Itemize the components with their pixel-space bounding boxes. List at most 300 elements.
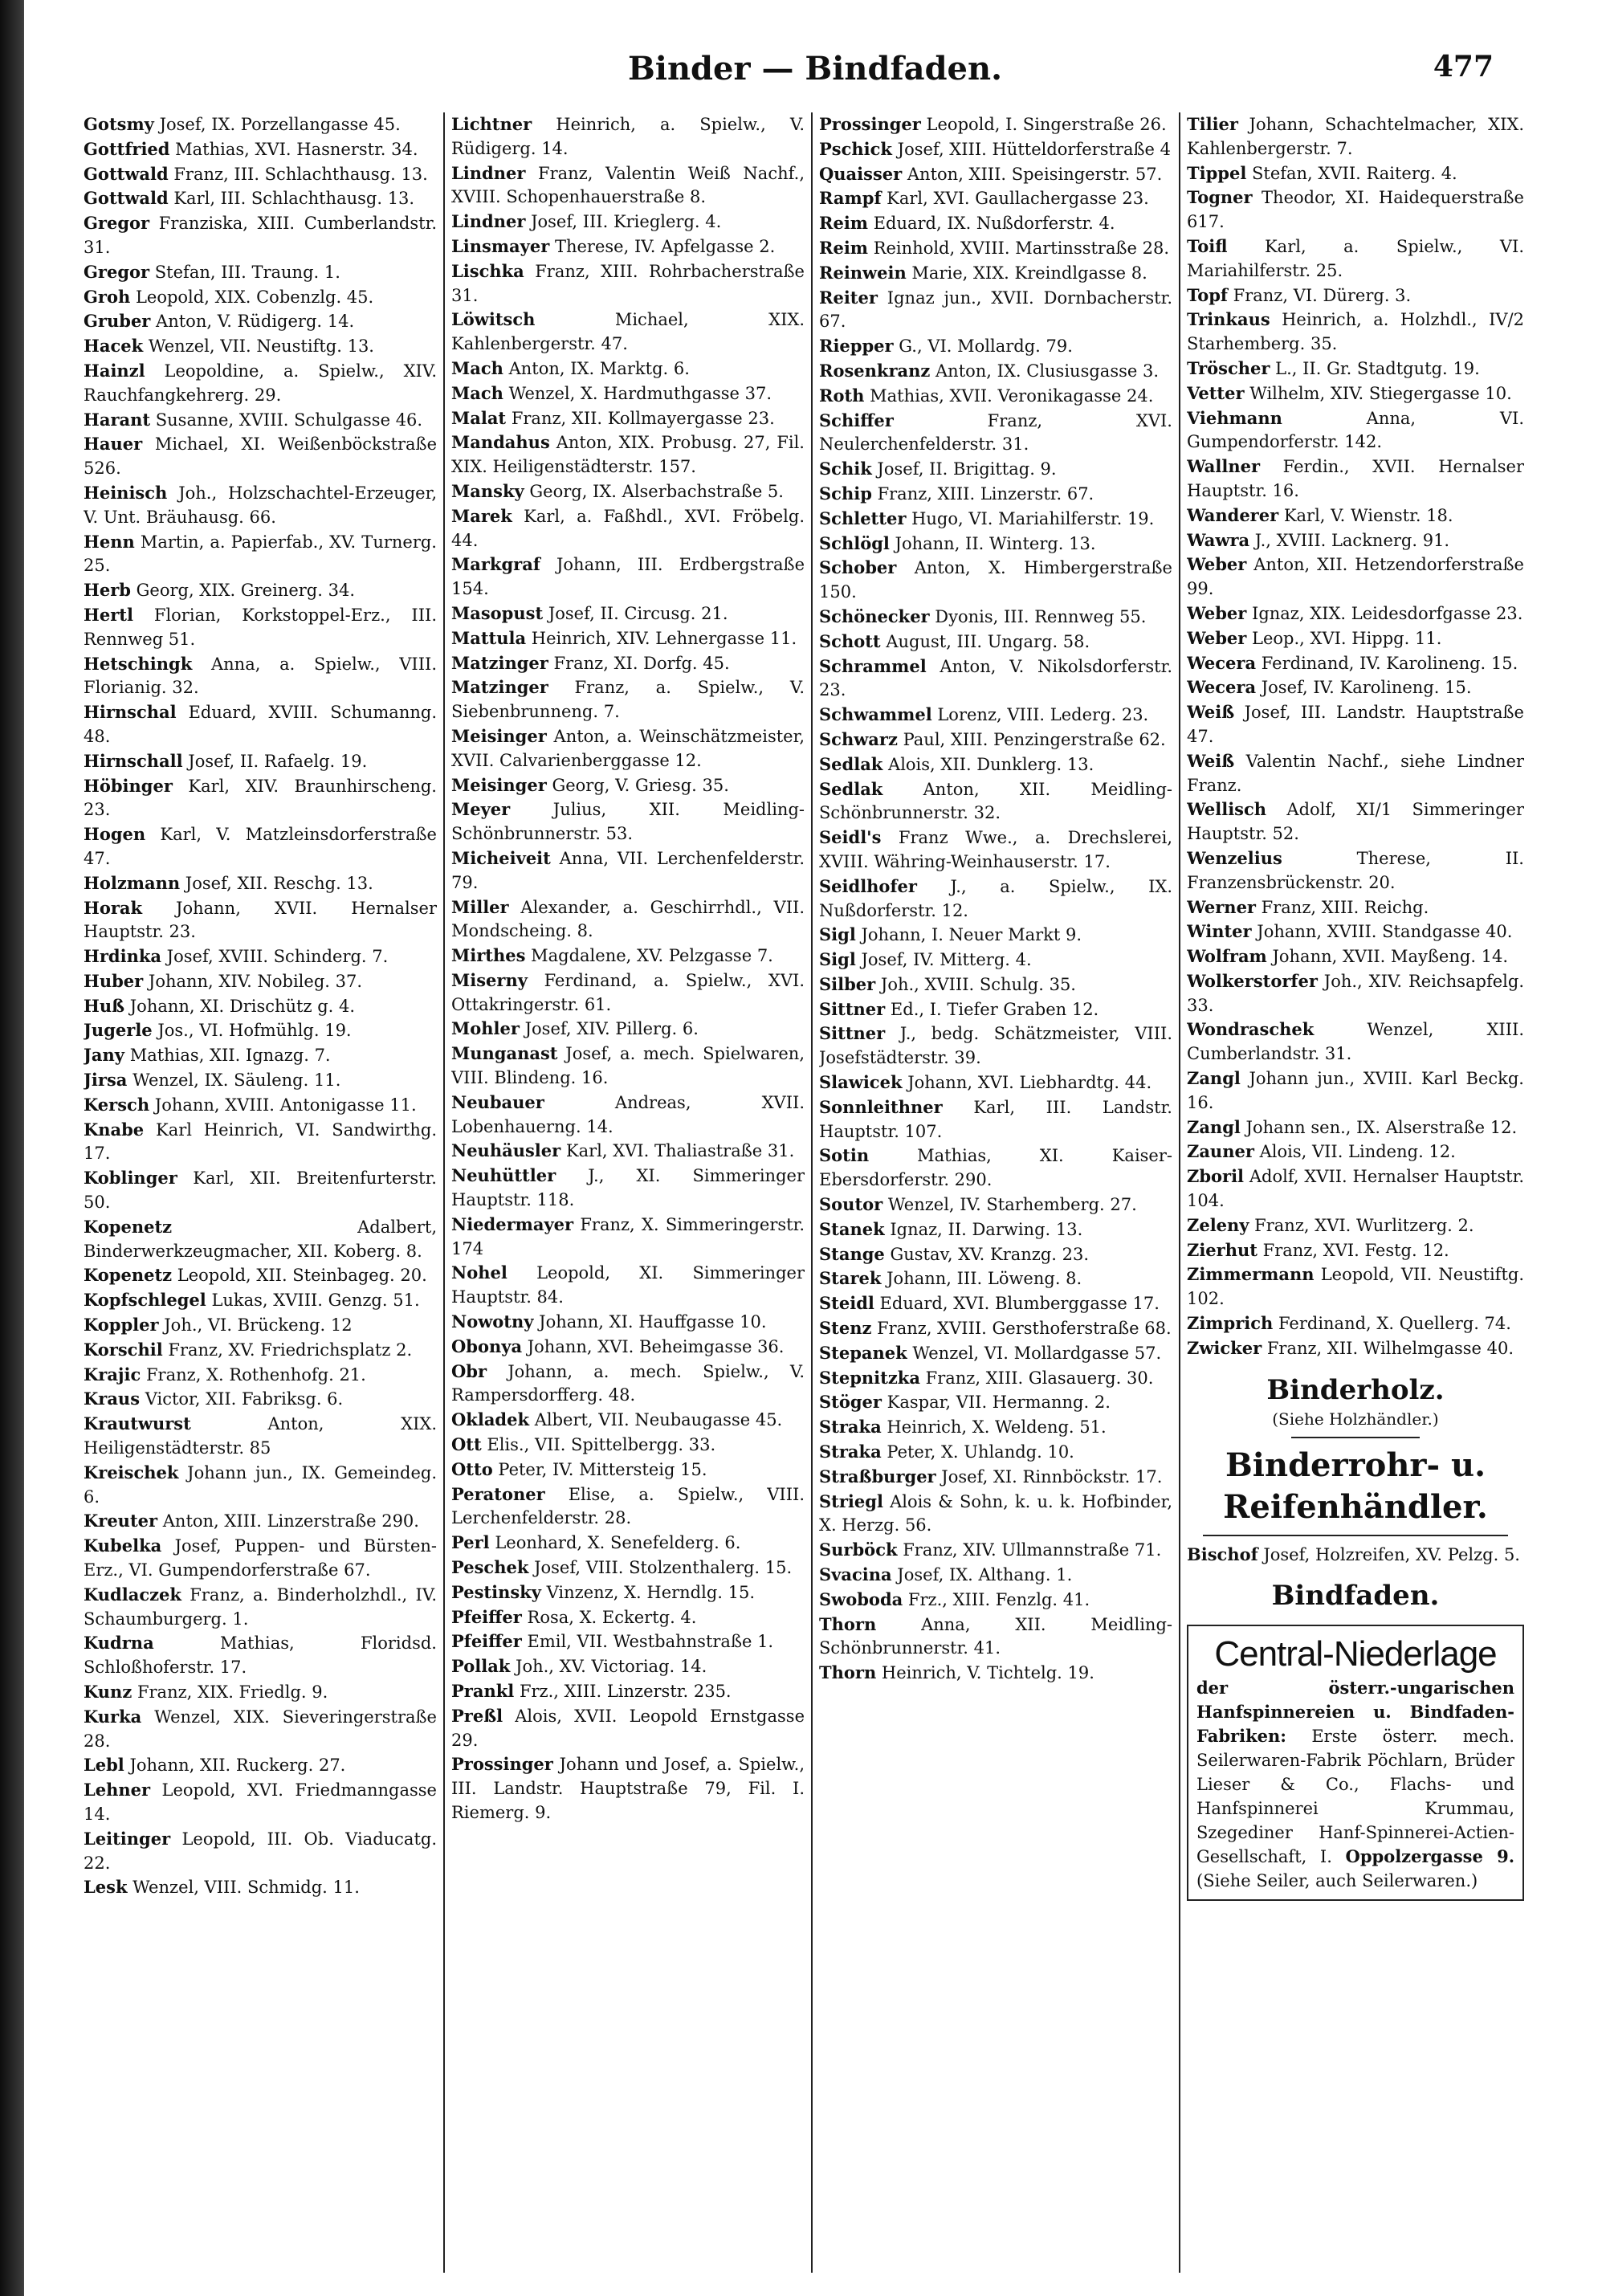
entry-details: Vinzenz, X. Herndlg. 15.	[540, 1582, 756, 1602]
entry-name: Straka	[819, 1442, 882, 1462]
entry-name: Schönecker	[819, 606, 930, 626]
entry-name: Linsmayer	[451, 235, 550, 256]
directory-entry	[819, 507, 1172, 532]
directory-entry	[819, 1242, 1172, 1267]
directory-entry	[819, 777, 1172, 826]
entry-details: Andreas, XVII. Lobenhauerng. 14.	[451, 1092, 805, 1136]
directory-entry	[84, 1875, 437, 1900]
directory-entry	[451, 234, 805, 259]
entry-details: Franz, XVI. Wurlitzerg. 2.	[1249, 1215, 1474, 1235]
entry-name: Jirsa	[84, 1070, 128, 1091]
entry-name: Sedlak	[819, 778, 883, 799]
entry-name: Hogen	[84, 824, 146, 845]
directory-entry	[819, 457, 1172, 482]
directory-entry	[1187, 602, 1524, 626]
directory-entry	[819, 1266, 1172, 1291]
entry-details: Josef, XI. Rinnböckstr. 17.	[935, 1466, 1163, 1486]
entry-name: Weber	[1187, 602, 1247, 623]
entry-details: Johann, XVIII. Standgasse 40.	[1251, 922, 1513, 942]
directory-entry	[451, 430, 805, 479]
entry-details: Frz., XIII. Linzerstr. 235.	[514, 1682, 732, 1701]
directory-entry	[819, 112, 1172, 137]
entry-name: Kunz	[84, 1682, 132, 1702]
entry-name: Sigl	[819, 949, 856, 970]
entry-name: Obonya	[451, 1336, 523, 1356]
entry-name: Matzinger	[451, 677, 548, 698]
entry-details: Johann sen., IX. Alserstraße 12.	[1240, 1117, 1518, 1137]
entry-name: Kopenetz	[84, 1265, 173, 1286]
directory-entry	[84, 1363, 437, 1388]
entry-name: Mirthes	[451, 945, 526, 966]
directory-entry	[451, 357, 805, 381]
directory-entry	[819, 261, 1172, 286]
entry-details: Anna, VI. Gumpendorferstr. 142.	[1187, 408, 1524, 452]
entry-details: Stefan, XVII. Raiterg. 4.	[1246, 163, 1457, 183]
directory-entry	[819, 605, 1172, 630]
directory-entry	[451, 1042, 805, 1091]
entry-details: Anna, a. Spielw., VIII. Florianig. 32.	[84, 654, 437, 698]
cross-reference-note: (Siehe Holzhändler.)	[1272, 1409, 1439, 1429]
entry-details: Johann, III. Löweng. 8.	[881, 1269, 1082, 1289]
entry-name: Kraus	[84, 1389, 141, 1409]
entry-details: Wenzel, XIII. Cumberlandstr. 31.	[1187, 1020, 1524, 1064]
entry-details: August, III. Ungarg. 58.	[880, 631, 1090, 651]
directory-entry	[84, 1387, 437, 1412]
entry-name: Gruber	[84, 311, 151, 332]
entry-details: Emil, VII. Westbahnstraße 1.	[521, 1632, 774, 1652]
entry-details: Ferdinand, a. Spielw., XVI. Ottakringerstr. 61.	[451, 970, 805, 1014]
directory-entry	[84, 774, 437, 823]
directory-entry	[84, 652, 437, 701]
entry-details: Josef, III. Landstr. Hauptstraße 47.	[1187, 703, 1524, 746]
ad-address: Oppolzergasse 9.	[1345, 1846, 1514, 1867]
entry-name: Soutor	[819, 1194, 883, 1215]
directory-entry	[84, 603, 437, 652]
directory-entry	[451, 1164, 805, 1213]
entry-details: Wenzel, VII. Neustiftg. 13.	[143, 336, 374, 357]
entry-details: G., VI. Mollardg. 79.	[893, 336, 1073, 357]
directory-entry	[1187, 895, 1524, 920]
entry-details: Karl Heinrich, VI. Sandwirthg. 17.	[84, 1119, 437, 1164]
entry-details: Franz, XVI. Neulerchenfelderstr. 31.	[819, 410, 1172, 455]
entry-name: Straka	[819, 1417, 882, 1438]
entry-details: Florian, Korkstoppel-Erz., III. Rennweg 51.	[84, 605, 437, 649]
entry-name: Zangl	[1187, 1116, 1241, 1137]
directory-entry	[819, 211, 1172, 236]
directory-entry	[819, 703, 1172, 728]
entry-name: Kurka	[84, 1706, 142, 1727]
entry-details: Johann, I. Neuer Markt 9.	[855, 925, 1082, 945]
entry-name: Trinkaus	[1187, 309, 1270, 330]
directory-entry	[1187, 944, 1524, 969]
entry-details: Johann, XVI. Beheimgasse 36.	[522, 1336, 785, 1356]
entry-name: Neuhäusler	[451, 1140, 561, 1161]
directory-entry	[84, 1093, 437, 1118]
entry-name: Malat	[451, 407, 507, 428]
entry-details: Anton, V. Rüdigerg. 14.	[150, 312, 355, 332]
entry-name: Stange	[819, 1243, 885, 1264]
section-divider	[1291, 1437, 1420, 1438]
directory-entry	[451, 651, 805, 676]
directory-entry	[84, 896, 437, 945]
entry-name: Peratoner	[451, 1483, 545, 1504]
entry-details: Victor, XII. Fabriksg. 6.	[140, 1389, 344, 1409]
entry-details: Magdalene, XV. Pelzgasse 7.	[525, 946, 773, 966]
entry-details: Frz., XIII. Fenzlg. 41.	[903, 1589, 1090, 1609]
directory-entry	[819, 532, 1172, 557]
entry-name: Löwitsch	[451, 309, 536, 330]
entry-name: Höbinger	[84, 775, 173, 796]
entry-name: Surböck	[819, 1540, 898, 1560]
entry-name: Svacina	[819, 1564, 892, 1585]
section-heading-bindfaden: Bindfaden.	[1271, 1580, 1440, 1613]
directory-entry	[451, 1213, 805, 1262]
entry-details: Karl, a. Spielw., VI. Mariahilferstr. 25.	[1187, 236, 1524, 280]
column-divider	[811, 112, 813, 2273]
directory-entry	[451, 675, 805, 724]
directory-entry	[1187, 675, 1524, 700]
directory-entry	[451, 724, 805, 773]
entry-name: Wecera	[1187, 677, 1257, 698]
column-divider	[1179, 112, 1180, 2273]
entry-details: Johann, II. Winterg. 13.	[889, 533, 1096, 553]
directory-entry	[84, 432, 437, 481]
directory-entry	[84, 530, 437, 579]
entry-details: Josef, a. mech. Spielwaren, VIII. Blindeng. 16.	[451, 1044, 805, 1088]
directory-entry	[84, 309, 437, 334]
entry-details: Johann, XIV. Nobileg. 37.	[143, 971, 363, 991]
entry-details: Josef, XIV. Pillerg. 6.	[519, 1019, 699, 1039]
entry-name: Micheiveit	[451, 847, 551, 868]
directory-entry	[451, 1433, 805, 1458]
entry-name: Kubelka	[84, 1535, 162, 1556]
directory-entry	[451, 553, 805, 602]
entry-details: Karl, XVI. Thaliastraße 31.	[560, 1141, 795, 1161]
entry-name: Bischof	[1187, 1544, 1258, 1564]
entry-name: Neuhüttler	[451, 1165, 556, 1186]
directory-entry	[84, 1509, 437, 1534]
entry-details: Leopold, XVI. Friedmanngasse 14.	[84, 1780, 437, 1824]
entry-details: Eduard, XVIII. Schumanng. 48.	[84, 703, 437, 746]
entry-name: Sotin	[819, 1145, 870, 1166]
entry-details: Joh., VI. Brückeng. 12	[158, 1315, 353, 1336]
entry-name: Gregor	[84, 213, 150, 234]
directory-entry	[819, 948, 1172, 973]
entry-name: Silber	[819, 973, 876, 994]
entry-name: Huß	[84, 995, 125, 1016]
entry-details: Josef, VIII. Stolzenthalerg. 15.	[528, 1558, 793, 1578]
entry-name: Quaisser	[819, 163, 903, 184]
entry-details: Franz, XI. Dorfg. 45.	[548, 653, 730, 673]
directory-entry	[1187, 186, 1524, 234]
directory-entry	[451, 1360, 805, 1409]
directory-entry	[819, 1613, 1172, 1662]
entry-name: Zeleny	[1187, 1214, 1249, 1235]
entry-name: Krautwurst	[84, 1413, 191, 1434]
entry-details: Franz, XIX. Friedlg. 9.	[132, 1682, 328, 1702]
entry-name: Wondraschek	[1187, 1019, 1315, 1040]
entry-name: Gottwald	[84, 188, 169, 209]
directory-entry	[819, 1316, 1172, 1341]
entry-details: Ignaz jun., XVII. Dornbacherstr. 67.	[819, 288, 1172, 332]
entry-details: Johann, III. Erdbergstraße 154.	[451, 555, 805, 599]
entry-details: Leopold, XII. Steinbageg. 20.	[172, 1266, 427, 1286]
directory-entry	[819, 1490, 1172, 1539]
entry-details: Franz Wwe., a. Drechslerei, XVIII. Währing-Weinhauserstr. 17.	[819, 828, 1172, 871]
entry-details: Wenzel, IV. Starhemberg. 27.	[882, 1195, 1137, 1215]
directory-entry	[819, 556, 1172, 605]
directory-entry	[451, 406, 805, 431]
directory-entry	[451, 259, 805, 308]
entry-name: Seidlhofer	[819, 875, 917, 896]
directory-entry	[84, 1288, 437, 1313]
directory-entry	[1187, 1543, 1524, 1568]
entry-name: Miserny	[451, 969, 528, 990]
entry-details: Joh., XVIII. Schulg. 35.	[875, 974, 1076, 994]
advertisement-box	[1187, 1625, 1524, 1901]
directory-entry	[819, 1440, 1172, 1465]
entry-details: Franz, X. Rothenhofg. 21.	[141, 1364, 366, 1385]
directory-entry	[1187, 528, 1524, 553]
directory-entry	[84, 1631, 437, 1680]
directory-entry	[451, 479, 805, 504]
entry-name: Wenzelius	[1187, 847, 1282, 868]
entry-name: Leitinger	[84, 1828, 171, 1849]
entry-name: Pestinsky	[451, 1581, 541, 1602]
directory-entry	[819, 1366, 1172, 1391]
entry-name: Schip	[819, 483, 872, 504]
directory-entry	[1187, 969, 1524, 1018]
ad-text: Erste österr. mech. Seilerwaren-Fabrik Pöchlarn, Brüder Lieser & Co., Flachs- und Hanfspinnerei Krummau, Szegediner Hanf-Spinnerei-Actien-Gesellschaft, I.	[1196, 1727, 1514, 1867]
directory-entry	[819, 1217, 1172, 1242]
entry-details: Wenzel, X. Hardmuthgasse 37.	[503, 383, 772, 403]
entry-name: Neubauer	[451, 1091, 544, 1112]
entry-name: Heinisch	[84, 482, 168, 503]
entry-details: Kaspar, VII. Hermanng. 2.	[881, 1393, 1111, 1413]
entry-details: Josef, IV. Mitterg. 4.	[855, 950, 1032, 970]
directory-entry	[451, 1629, 805, 1654]
entry-name: Wecera	[1187, 652, 1257, 673]
entry-details: Anton, X. Himbergerstraße 150.	[819, 558, 1172, 602]
directory-entry	[451, 1335, 805, 1360]
directory-entry	[1187, 161, 1524, 186]
entry-name: Preßl	[451, 1705, 503, 1726]
entry-details: Ignaz, XIX. Leidesdorfgasse 23.	[1246, 603, 1523, 623]
directory-entry	[819, 752, 1172, 777]
entry-details: Leopold, XIX. Cobenzlg. 45.	[130, 287, 374, 307]
entry-name: Vetter	[1187, 382, 1245, 403]
column-divider	[443, 112, 445, 2273]
entry-name: Henn	[84, 531, 135, 552]
entry-name: Riepper	[819, 336, 894, 357]
entry-details: Alois, XII. Dunklerg. 13.	[882, 754, 1094, 774]
entry-details: Josef, II. Brigittag. 9.	[871, 459, 1057, 479]
entry-details: Karl, a. Faßhdl., XVI. Fröbelg. 44.	[451, 506, 805, 550]
directory-entry	[819, 1193, 1172, 1217]
entry-name: Reiter	[819, 287, 878, 308]
directory-entry	[84, 700, 437, 749]
entry-name: Gottwald	[84, 163, 169, 184]
entry-name: Pollak	[451, 1656, 511, 1677]
entry-details: Franz, a. Binderholzhdl., IV. Schaumburgerg. 1.	[84, 1584, 437, 1629]
directory-entry	[84, 1215, 437, 1264]
entry-details: Alois, XVII. Leopold Ernstgasse 29.	[451, 1706, 805, 1750]
directory-entry	[84, 1680, 437, 1705]
entry-details: Josef, XII. Reschg. 13.	[180, 873, 373, 893]
entry-details: J., bedg. Schätzmeister, VIII. Josefstädterstr. 39.	[819, 1024, 1172, 1068]
directory-entry	[819, 1465, 1172, 1490]
entry-details: J., XVIII. Lacknerg. 91.	[1249, 530, 1450, 550]
directory-entry	[84, 334, 437, 359]
entry-details: Karl, XIV. Braunhirscheng. 23.	[84, 776, 437, 820]
entry-name: Tilier	[1187, 114, 1238, 134]
directory-entry	[84, 1166, 437, 1215]
entry-name: Markgraf	[451, 554, 540, 575]
entry-name: Schletter	[819, 508, 907, 528]
entry-details: Heinrich, XIV. Lehnergasse 11.	[526, 628, 797, 648]
entry-name: Knabe	[84, 1119, 145, 1140]
entry-details: L., II. Gr. Stadtgutg. 19.	[1270, 358, 1480, 378]
entry-details: Anton, IX. Marktg. 6.	[503, 358, 690, 378]
directory-entry	[819, 1390, 1172, 1415]
entry-name: Pfeiffer	[451, 1606, 522, 1627]
entry-details: Elise, a. Spielw., VIII. Lerchenfelderstr. 28.	[451, 1484, 805, 1528]
entry-name: Kersch	[84, 1094, 150, 1115]
entry-name: Rosenkranz	[819, 360, 931, 381]
entry-name: Wolfram	[1187, 946, 1267, 967]
entry-name: Masopust	[451, 602, 544, 623]
entry-details: Franz, XIII. Glasauerg. 30.	[919, 1368, 1154, 1388]
entry-name: Hrdinka	[84, 946, 161, 967]
entry-details: Therese, IV. Apfelgasse 2.	[549, 236, 776, 256]
entry-details: Lukas, XVIII. Genzg. 51.	[206, 1291, 420, 1311]
entry-details: Leopoldine, a. Spielw., XIV. Rauchfangkehrerg. 29.	[84, 361, 437, 405]
directory-entry	[451, 1556, 805, 1580]
entry-details: Johann jun., XVIII. Karl Beckg. 16.	[1187, 1069, 1524, 1112]
entry-name: Koblinger	[84, 1168, 177, 1189]
entry-name: Mansky	[451, 480, 524, 501]
directory-entry	[1187, 1164, 1524, 1213]
running-head: Binder — Bindfaden.	[627, 50, 1003, 88]
entry-details: Joh., XIV. Reichsapfelg. 33.	[1187, 971, 1524, 1015]
entry-details: Franz, III. Schlachthausg. 13.	[168, 164, 428, 184]
entry-name: Hacek	[84, 336, 144, 357]
entry-details: Marie, XIX. Kreindlgasse 8.	[906, 263, 1147, 283]
entry-name: Striegl	[819, 1491, 883, 1511]
entry-name: Korschil	[84, 1339, 163, 1360]
entry-details: J., a. Spielw., IX. Nußdorferstr. 12.	[819, 876, 1172, 920]
entry-name: Mach	[451, 382, 503, 403]
directory-entry	[84, 285, 437, 310]
entry-name: Reim	[819, 213, 869, 234]
entry-name: Harant	[84, 409, 151, 430]
entry-details: Anton, XIX. Heiligenstädterstr. 85	[84, 1414, 437, 1458]
directory-entry	[1187, 112, 1524, 161]
entry-details: Dyonis, III. Rennweg 55.	[929, 606, 1147, 626]
entry-details: Franz, Valentin Weiß Nachf., XVIII. Schopenhauerstraße 8.	[451, 163, 805, 207]
directory-entry	[451, 1752, 805, 1825]
entry-details: Johann, XI. Hauffgasse 10.	[533, 1312, 767, 1332]
entry-name: Viehmann	[1187, 407, 1282, 428]
entry-details: Josef, Holzreifen, XV. Pelzg. 5.	[1257, 1544, 1520, 1564]
entry-name: Koppler	[84, 1315, 159, 1336]
page-number: 477	[1433, 50, 1494, 84]
entry-details: Josef, Puppen- und Bürsten-Erz., VI. Gumpendorferstraße 67.	[84, 1536, 437, 1580]
directory-entry	[819, 1563, 1172, 1588]
entry-details: Franz, XII. Wilhelmgasse 40.	[1262, 1338, 1514, 1358]
entry-details: Wenzel, VIII. Schmidg. 11.	[127, 1878, 360, 1898]
directory-entry	[819, 162, 1172, 187]
entry-details: Stefan, III. Traung. 1.	[149, 262, 340, 282]
directory-entry	[451, 969, 805, 1017]
entry-details: J., XI. Simmeringer Hauptstr. 118.	[451, 1166, 805, 1210]
entry-details: Karl, V. Matzleinsdorferstraße 47.	[84, 825, 437, 868]
advertisement-body	[1196, 1676, 1514, 1893]
directory-entry	[451, 797, 805, 846]
entry-details: Elis., VII. Spittelbergg. 33.	[481, 1435, 716, 1455]
entry-details: Johann jun., IX. Gemeindeg. 6.	[84, 1462, 437, 1507]
section-heading-binderholz: Binderholz.	[1266, 1373, 1445, 1406]
directory-entry	[451, 1482, 805, 1531]
entry-details: Anton, IX. Clusiusgasse 3.	[930, 361, 1160, 381]
entry-name: Straßburger	[819, 1466, 936, 1486]
entry-details: Rosa, X. Eckertg. 4.	[521, 1607, 697, 1627]
directory-entry	[819, 973, 1172, 997]
entry-name: Wanderer	[1187, 504, 1279, 525]
entry-details: Joh., Holzschachtel-Erzeuger, V. Unt. Bräuhausg. 66.	[84, 483, 437, 527]
entry-name: Stepanek	[819, 1342, 907, 1363]
entry-name: Thorn	[819, 1662, 877, 1683]
advertisement-title: Central-Niederlage	[1214, 1634, 1497, 1674]
entry-details: Karl, V. Wienstr. 18.	[1278, 505, 1453, 525]
directory-entry	[1187, 797, 1524, 846]
entry-name: Zwicker	[1187, 1337, 1262, 1358]
entry-details: Peter, IV. Mittersteig 15.	[492, 1459, 707, 1479]
entry-name: Schik	[819, 459, 872, 479]
directory-entry	[451, 1704, 805, 1753]
entry-name: Topf	[1187, 284, 1228, 305]
ad-lead: der österr.-ungarischen Hanfspinnereien u. Bindfaden-Fabriken:	[1196, 1678, 1514, 1747]
entry-name: Kreuter	[84, 1511, 158, 1531]
entry-name: Stenz	[819, 1318, 872, 1339]
entry-name: Zangl	[1187, 1068, 1241, 1089]
entry-name: Hirnschal	[84, 702, 177, 723]
directory-entry	[84, 1338, 437, 1363]
entry-details: Franz, XVIII. Gersthoferstraße 68.	[871, 1319, 1172, 1339]
entry-details: Heinrich, X. Weldeng. 51.	[881, 1417, 1107, 1438]
entry-name: Werner	[1187, 896, 1256, 917]
directory-entry	[84, 1705, 437, 1754]
entry-details: Heinrich, a. Holzhdl., IV/2 Starhemberg. 35.	[1187, 310, 1524, 354]
entry-details: Ferdinand, IV. Karolineng. 15.	[1256, 653, 1518, 673]
directory-entry	[451, 1654, 805, 1679]
entry-details: Josef, III. Krieglerg. 4.	[525, 212, 722, 232]
directory-entry	[84, 1461, 437, 1510]
directory-entry	[1187, 381, 1524, 406]
entry-name: Roth	[819, 385, 865, 406]
directory-entry	[1187, 1238, 1524, 1263]
entry-name: Sonnleithner	[819, 1096, 943, 1117]
directory-entry	[84, 969, 437, 994]
entry-name: Slawicek	[819, 1072, 903, 1093]
entry-details: Josef, XVIII. Schinderg. 7.	[161, 947, 389, 967]
directory-entry	[451, 944, 805, 969]
entry-details: Leop., XVI. Hippg. 11.	[1246, 628, 1442, 648]
directory-entry	[84, 1118, 437, 1167]
entry-details: Alois & Sohn, k. u. k. Hofbinder, X. Herzg. 56.	[819, 1491, 1172, 1535]
entry-name: Sedlak	[819, 753, 883, 774]
entry-details: Martin, a. Papierfab., XV. Turnerg. 25.	[84, 532, 437, 576]
